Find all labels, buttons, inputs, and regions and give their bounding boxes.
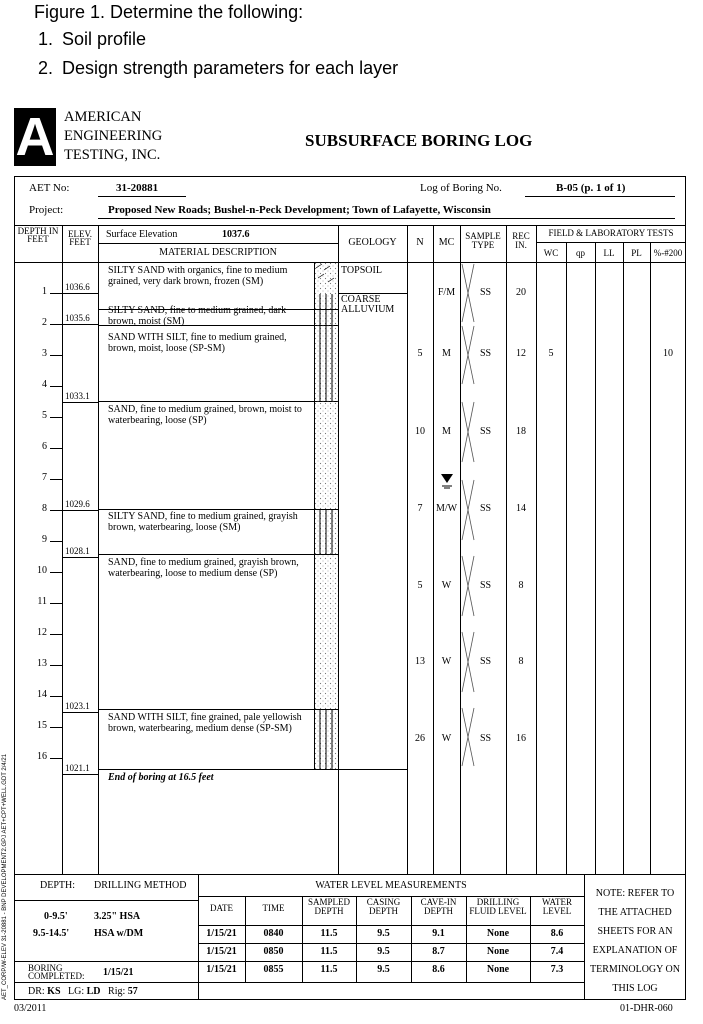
drilling-method: HSA w/DM	[94, 928, 144, 939]
col-pl-header: PL	[631, 248, 642, 258]
sample-wc: 5	[548, 348, 554, 359]
rig-value: 57	[127, 986, 138, 997]
drilling-method: 3.25" HSA	[94, 911, 141, 922]
footer-code: 01-DHR-060	[620, 1003, 673, 1014]
depth-tick-mark	[50, 355, 62, 356]
depth-tick-label: 16	[37, 751, 47, 762]
water-header: CAVE-IN DEPTH	[420, 897, 457, 916]
water-cell: 7.4	[550, 946, 564, 957]
water-cell: 0850	[263, 946, 284, 957]
company-line-2: ENGINEERING	[64, 128, 163, 144]
drilling-depth-label: DEPTH:	[40, 880, 75, 891]
depth-tick-label: 5	[42, 410, 47, 421]
elevation-line	[62, 324, 98, 325]
col-field-lab-header: FIELD & LABORATORY TESTS	[548, 228, 674, 238]
graphic-log	[314, 262, 338, 769]
water-level-icon	[440, 473, 454, 489]
driller-row	[28, 986, 138, 997]
elevation-line	[62, 510, 98, 511]
water-cell: 0840	[263, 928, 284, 939]
depth-tick-mark	[50, 293, 62, 294]
layer-description: SAND, fine to medium grained, grayish brown, waterbearing, loose to medium dense (SP)	[108, 557, 299, 579]
sample-n: 7	[417, 503, 423, 514]
sample-mc: W	[441, 656, 452, 667]
depth-tick-label: 11	[37, 596, 47, 607]
col-n-header: N	[416, 237, 424, 248]
elevation-label: 1021.1	[65, 762, 90, 773]
sample-rec: 14	[516, 503, 526, 514]
company-line-3: TESTING, INC.	[64, 147, 161, 163]
sample-n: 5	[417, 580, 423, 591]
layer-description: SAND WITH SILT, fine grained, pale yellowish brown, waterbearing, medium dense (SP-SM)	[108, 712, 302, 734]
item-number: 1.	[38, 29, 54, 49]
depth-tick-label: 8	[42, 503, 47, 514]
geology-topsoil: TOPSOIL	[341, 265, 382, 276]
side-file-path: AET_CORP/W-ELEV 31-20881 - BNP DEVELOPMENT2.GPJ AET+CPT+WELL.GDT 2/4/21	[2, 753, 8, 1000]
water-cell: 11.5	[320, 928, 338, 939]
depth-tick-label: 7	[42, 472, 47, 483]
geology-line: ALLUVIUM	[341, 304, 395, 315]
note-line: EXPLANATION OF	[592, 945, 678, 956]
sample-mc: M/W	[435, 503, 458, 514]
depth-tick-mark	[50, 479, 62, 480]
sample-n: 26	[415, 733, 425, 744]
sample-type: SS	[479, 348, 492, 359]
sample-rec: 20	[516, 287, 526, 298]
col-sample-type-header: SAMPLE TYPE	[465, 231, 501, 250]
sample-rec: 12	[516, 348, 526, 359]
dr-value: KS	[47, 986, 61, 997]
layer-description: SAND, fine to medium grained, brown, moist to waterbearing, loose (SP)	[108, 404, 302, 426]
boring-number: B-05 (p. 1 of 1)	[556, 182, 626, 194]
surface-elevation-label: Surface Elevation	[106, 229, 178, 240]
end-of-boring-note: End of boring at 16.5 feet	[108, 772, 214, 783]
figure-item-2	[38, 58, 398, 79]
elevation-label: 1036.6	[65, 282, 90, 292]
water-header: WATER LEVEL	[542, 897, 572, 916]
water-level-title: WATER LEVEL MEASUREMENTS	[315, 880, 467, 891]
geology-alluvium	[341, 295, 394, 315]
project-name: Proposed New Roads; Bushel-n-Peck Development; Town of Lafayette, Wisconsin	[108, 204, 491, 216]
water-cell: 11.5	[320, 964, 338, 975]
water-cell: 1/15/21	[206, 928, 237, 939]
col-material-header: MATERIAL DESCRIPTION	[159, 247, 277, 258]
col-depth-header: DEPTH IN FEET	[17, 226, 59, 244]
sample-type: SS	[479, 503, 492, 514]
layer-description: SAND WITH SILT, fine to medium grained, brown, moist, loose (SP-SM)	[108, 332, 287, 354]
drilling-depth: 0-9.5'	[44, 911, 68, 922]
figure-item-1	[38, 29, 146, 50]
note-line: SHEETS FOR AN	[597, 926, 673, 937]
depth-tick-label: 13	[37, 658, 47, 669]
sample-mc: W	[441, 733, 452, 744]
dr-label: DR:	[28, 986, 45, 997]
water-cell: 8.6	[550, 928, 564, 939]
layer-description: SILTY SAND with organics, fine to medium grained, very dark brown, frozen (SM)	[108, 265, 288, 287]
boring-completed-label: BORING COMPLETED:	[28, 963, 85, 981]
depth-tick-label: 1	[42, 286, 47, 297]
sample-rec: 18	[516, 426, 526, 437]
water-cell: 9.5	[377, 964, 390, 975]
rig-label: Rig:	[108, 986, 126, 997]
depth-tick-mark	[50, 448, 62, 449]
item-text: Design strength parameters for each layer	[62, 58, 399, 78]
sample-rec: 8	[518, 656, 524, 667]
water-cell: 0855	[263, 964, 284, 975]
col-elev-header: ELEV. FEET	[67, 229, 93, 247]
depth-tick-mark	[50, 417, 62, 418]
elevation-line	[62, 557, 98, 558]
depth-tick-mark	[50, 541, 62, 542]
sample-mc: M	[442, 426, 451, 437]
elevation-line	[62, 293, 98, 294]
depth-tick-label: 9	[42, 534, 47, 545]
depth-tick-label: 10	[37, 565, 47, 576]
sample-mc: M	[442, 348, 451, 359]
sample-type: SS	[479, 426, 492, 437]
boring-completed-date: 1/15/21	[103, 967, 134, 978]
sample-n: 5	[417, 348, 423, 359]
company-logo: A	[15, 107, 55, 167]
sample-type: SS	[479, 287, 492, 298]
aet-label: AET No:	[29, 182, 70, 194]
company-line-1: AMERICAN	[64, 109, 142, 125]
sample-type: SS	[479, 656, 492, 667]
figure-title: Figure 1. Determine the following:	[34, 2, 304, 22]
depth-tick-label: 6	[42, 441, 47, 452]
note-line: TERMINOLOGY ON	[590, 964, 680, 975]
note-line: THE ATTACHED	[598, 907, 672, 918]
water-cell: 8.7	[432, 946, 445, 957]
water-cell: 7.3	[550, 964, 564, 975]
note-line: THIS LOG	[612, 983, 658, 994]
depth-tick-label: 14	[37, 689, 47, 700]
sample-n: 13	[415, 656, 425, 667]
aet-number: 31-20881	[116, 182, 159, 194]
drilling-method-label: DRILLING METHOD	[94, 880, 187, 891]
depth-tick-mark	[50, 696, 62, 697]
elevation-label: 1023.1	[65, 700, 90, 711]
depth-tick-mark	[50, 572, 62, 573]
sample-type: SS	[479, 733, 492, 744]
sample-n: 10	[415, 426, 425, 437]
water-cell: 9.1	[432, 928, 445, 939]
water-header: DATE	[210, 903, 233, 913]
water-header: DRILLING FLUID LEVEL	[469, 897, 527, 916]
depth-tick-mark	[50, 324, 62, 325]
col-geology-header: GEOLOGY	[348, 237, 397, 248]
depth-tick-mark	[50, 665, 62, 666]
depth-tick-label: 12	[37, 627, 47, 638]
document-title: SUBSURFACE BORING LOG	[305, 131, 533, 150]
elevation-label: 1028.1	[65, 545, 90, 556]
water-cell: 8.6	[432, 964, 445, 975]
depth-tick-mark	[50, 386, 62, 387]
drilling-depth: 9.5-14.5'	[33, 928, 70, 939]
sample-rec: 16	[516, 733, 526, 744]
water-cell: None	[486, 964, 510, 975]
col-rec-header: REC IN.	[512, 231, 530, 250]
lg-label: LG:	[68, 986, 85, 997]
item-text: Soil profile	[62, 29, 147, 49]
note-line: NOTE: REFER TO	[595, 888, 675, 899]
depth-tick-mark	[50, 727, 62, 728]
depth-tick-mark	[50, 758, 62, 759]
sample-mc: F/M	[437, 287, 456, 298]
elevation-line	[62, 774, 98, 775]
footer-date: 03/2011	[14, 1003, 47, 1014]
col-ll-header: LL	[603, 248, 615, 258]
sample-rec: 8	[518, 580, 524, 591]
water-cell: 1/15/21	[206, 946, 237, 957]
depth-tick-label: 3	[42, 348, 47, 359]
water-header: SAMPLED DEPTH	[307, 897, 350, 916]
elevation-label: 1033.1	[65, 390, 90, 401]
depth-tick-mark	[50, 603, 62, 604]
log-of-boring-label: Log of Boring No.	[420, 182, 502, 194]
col-wc-header: WC	[543, 248, 559, 258]
surface-elevation-value: 1037.6	[222, 229, 250, 240]
water-header: CASING DEPTH	[366, 897, 401, 916]
water-cell: 1/15/21	[206, 964, 237, 975]
layer-description: SILTY SAND, fine to medium grained, dark brown, moist (SM)	[108, 305, 287, 327]
project-label: Project:	[29, 204, 64, 216]
depth-tick-label: 15	[37, 720, 47, 731]
lg-value: LD	[86, 986, 101, 997]
col-p200-header: %-#200	[653, 248, 683, 258]
elevation-label: 1029.6	[65, 499, 90, 509]
item-number: 2.	[38, 58, 54, 78]
depth-tick-label: 2	[42, 317, 47, 328]
depth-tick-label: 4	[42, 379, 47, 390]
company-name	[64, 108, 162, 165]
elevation-line	[62, 402, 98, 403]
sample-intervals	[460, 262, 506, 769]
water-header: TIME	[262, 903, 285, 913]
water-cell: None	[486, 946, 510, 957]
depth-tick-mark	[50, 634, 62, 635]
elevation-label: 1035.6	[65, 313, 90, 323]
elevation-line	[62, 712, 98, 713]
water-cell: 11.5	[320, 946, 338, 957]
sample-type: SS	[479, 580, 492, 591]
terminology-note	[584, 884, 686, 998]
depth-tick-mark	[50, 510, 62, 511]
col-mc-header: MC	[438, 237, 455, 248]
geology-line: COARSE	[341, 294, 381, 305]
sample-mc: W	[441, 580, 452, 591]
layer-description: SILTY SAND, fine to medium grained, grayish brown, waterbearing, loose (SM)	[108, 511, 298, 533]
water-cell: 9.5	[377, 928, 390, 939]
water-cell: 9.5	[377, 946, 390, 957]
sample-p200: 10	[663, 348, 673, 359]
water-cell: None	[486, 928, 510, 939]
col-qp-header: qp	[576, 248, 585, 258]
